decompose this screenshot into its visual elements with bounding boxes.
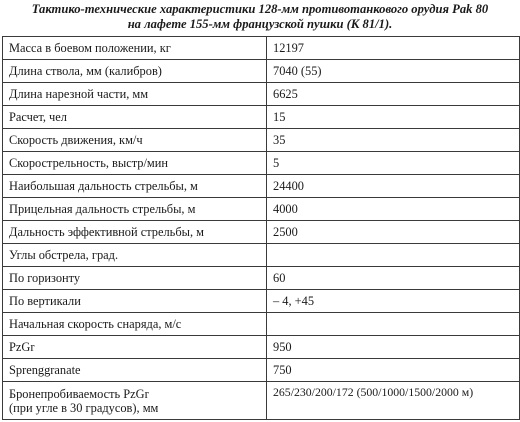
row-label: Углы обстрела, град. — [3, 244, 267, 267]
row-value: 7040 (55) — [267, 60, 520, 83]
row-value: 6625 — [267, 83, 520, 106]
row-label-line-1: Бронепробиваемость PzGr — [9, 386, 149, 401]
row-value: 12197 — [267, 37, 520, 60]
table-row — [3, 129, 520, 152]
row-label: Длина нарезной части, мм — [3, 83, 267, 106]
row-value — [267, 313, 520, 336]
specifications-table — [2, 36, 520, 420]
row-label: Sprenggranate — [3, 359, 267, 382]
table-row — [3, 382, 520, 420]
row-label — [3, 382, 267, 420]
row-value: 4000 — [267, 198, 520, 221]
caption-line-1: Тактико-технические характеристики 128-мм противотанкового орудия Pak 80 — [31, 2, 489, 16]
row-value: 24400 — [267, 175, 520, 198]
table-row — [3, 267, 520, 290]
row-value: 750 — [267, 359, 520, 382]
table-row — [3, 359, 520, 382]
row-label: Длина ствола, мм (калибров) — [3, 60, 267, 83]
row-label: По вертикали — [3, 290, 267, 313]
row-label: Начальная скорость снаряда, м/с — [3, 313, 267, 336]
row-label: Расчет, чел — [3, 106, 267, 129]
table-row — [3, 336, 520, 359]
caption-line-2: на лафете 155-мм французской пушки (К 81/1). — [127, 17, 393, 31]
row-label: Наибольшая дальность стрельбы, м — [3, 175, 267, 198]
table-row — [3, 60, 520, 83]
table-caption — [0, 2, 520, 32]
row-value: 35 — [267, 129, 520, 152]
table-row — [3, 83, 520, 106]
table-row — [3, 37, 520, 60]
row-label: Скорострельность, выстр/мин — [3, 152, 267, 175]
row-value: 950 — [267, 336, 520, 359]
row-value: 2500 — [267, 221, 520, 244]
row-label: Прицельная дальность стрельбы, м — [3, 198, 267, 221]
row-label: Масса в боевом положении, кг — [3, 37, 267, 60]
row-label: Скорость движения, км/ч — [3, 129, 267, 152]
row-label-line-2: (при угле в 30 градусов), мм — [9, 400, 159, 415]
table-row — [3, 175, 520, 198]
row-value: 265/230/200/172 (500/1000/1500/2000 м) — [267, 382, 520, 420]
table-row — [3, 221, 520, 244]
row-label: По горизонту — [3, 267, 267, 290]
row-label: PzGr — [3, 336, 267, 359]
table-row — [3, 290, 520, 313]
row-value: 15 — [267, 106, 520, 129]
row-value: – 4, +45 — [267, 290, 520, 313]
table-row — [3, 152, 520, 175]
table-row — [3, 106, 520, 129]
table-row — [3, 313, 520, 336]
table-row — [3, 244, 520, 267]
row-value: 5 — [267, 152, 520, 175]
row-value: 60 — [267, 267, 520, 290]
table-row — [3, 198, 520, 221]
row-label: Дальность эффективной стрельбы, м — [3, 221, 267, 244]
row-value — [267, 244, 520, 267]
